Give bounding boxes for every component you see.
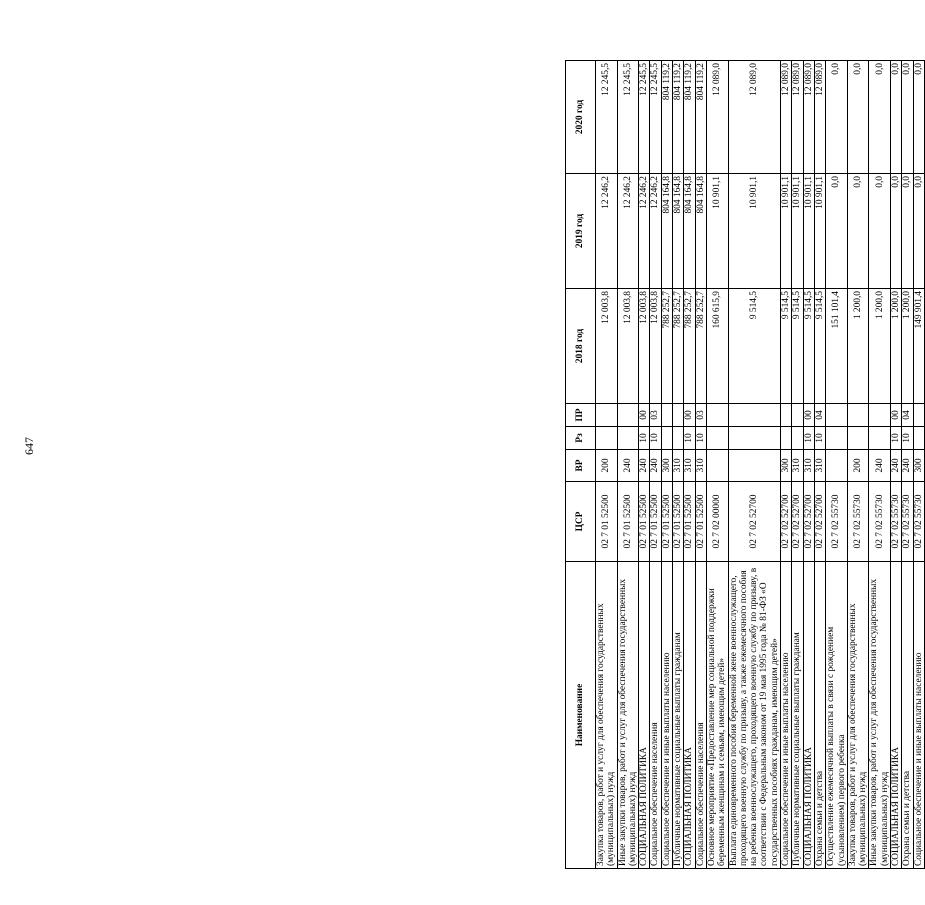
cell-name: Иные закупки товаров, работ и услуг для обеспечения государственных (муниципальных) нужд (617, 562, 639, 869)
cell-2020: 0,0 (913, 61, 924, 174)
cell-2020: 12 089,0 (728, 61, 780, 174)
cell-2020: 12 089,0 (803, 61, 814, 174)
cell-2018: 788 252,7 (661, 289, 672, 404)
cell-2019: 10 901,1 (728, 174, 780, 289)
table-row (650, 61, 661, 869)
cell-name: Публичные нормативные социальные выплаты гражданам (673, 562, 684, 869)
cell-2019: 804 164,8 (695, 174, 706, 289)
cell-pr (792, 404, 803, 427)
cell-rz (869, 427, 891, 450)
cell-pr (869, 404, 891, 427)
cell-2020: 12 245,5 (617, 61, 639, 174)
cell-2020: 804 119,2 (673, 61, 684, 174)
cell-rz (792, 427, 803, 450)
table-row (728, 61, 780, 869)
cell-2018: 9 514,5 (803, 289, 814, 404)
table-row (661, 61, 672, 869)
table-row (695, 61, 706, 869)
cell-2019: 12 246,2 (650, 174, 661, 289)
cell-pr: 00 (891, 404, 902, 427)
cell-2020: 0,0 (902, 61, 913, 174)
cell-rz (596, 427, 618, 450)
cell-name: Социальное обеспечение и иные выплаты населению (913, 562, 924, 869)
cell-csr: 02 7 02 55730 (847, 482, 869, 562)
table-row (803, 61, 814, 869)
cell-name: Иные закупки товаров, работ и услуг для обеспечения государственных (муниципальных) нужд (869, 562, 891, 869)
cell-name: СОЦИАЛЬНАЯ ПОЛИТИКА (639, 562, 650, 869)
cell-vr: 240 (869, 450, 891, 482)
cell-2018: 9 514,5 (781, 289, 792, 404)
cell-csr: 02 7 02 52700 (792, 482, 803, 562)
cell-vr: 200 (596, 450, 618, 482)
cell-vr: 240 (639, 450, 650, 482)
cell-vr: 300 (781, 450, 792, 482)
header-name: Наименование (566, 562, 596, 869)
cell-2019: 0,0 (913, 174, 924, 289)
cell-vr: 240 (902, 450, 913, 482)
cell-2020: 12 089,0 (781, 61, 792, 174)
table-row (673, 61, 684, 869)
cell-vr: 310 (695, 450, 706, 482)
cell-vr: 240 (617, 450, 639, 482)
cell-2020: 804 119,2 (684, 61, 695, 174)
table-row (617, 61, 639, 869)
cell-pr: 03 (650, 404, 661, 427)
table-row (792, 61, 803, 869)
cell-name: Социальное обеспечение и иные выплаты населению (661, 562, 672, 869)
cell-name: СОЦИАЛЬНАЯ ПОЛИТИКА (684, 562, 695, 869)
cell-name: Закупка товаров, работ и услуг для обеспечения государственных (муниципальных) нужд (596, 562, 618, 869)
cell-2018: 12 003,8 (596, 289, 618, 404)
cell-2019: 804 164,8 (661, 174, 672, 289)
cell-2020: 12 089,0 (814, 61, 825, 174)
cell-2019: 0,0 (891, 174, 902, 289)
cell-2019: 12 246,2 (617, 174, 639, 289)
cell-2018: 788 252,7 (673, 289, 684, 404)
cell-rz (617, 427, 639, 450)
table-row (639, 61, 650, 869)
cell-csr: 02 7 01 52500 (684, 482, 695, 562)
cell-2020: 0,0 (847, 61, 869, 174)
cell-vr (826, 450, 848, 482)
cell-2018: 9 514,5 (814, 289, 825, 404)
cell-pr (673, 404, 684, 427)
cell-rz: 10 (639, 427, 650, 450)
cell-vr: 240 (650, 450, 661, 482)
cell-rz: 10 (803, 427, 814, 450)
cell-2018: 9 514,5 (792, 289, 803, 404)
cell-2018: 151 101,4 (826, 289, 848, 404)
cell-2019: 12 246,2 (596, 174, 618, 289)
header-2020: 2020 год (566, 61, 596, 174)
cell-2020: 0,0 (891, 61, 902, 174)
table-row (826, 61, 848, 869)
cell-csr: 02 7 01 52500 (673, 482, 684, 562)
header-rz: Рз (566, 427, 596, 450)
table-row (891, 61, 902, 869)
cell-csr: 02 7 01 52500 (695, 482, 706, 562)
table-row (847, 61, 869, 869)
page-number: 647 (22, 437, 36, 455)
cell-vr: 310 (814, 450, 825, 482)
cell-pr (728, 404, 780, 427)
cell-csr: 02 7 02 52700 (781, 482, 792, 562)
cell-2020: 804 119,2 (661, 61, 672, 174)
cell-name: Социальное обеспечение и иные выплаты населению (781, 562, 792, 869)
table-row (902, 61, 913, 869)
cell-csr: 02 7 02 00000 (706, 482, 728, 562)
table-row (596, 61, 618, 869)
cell-name: Публичные нормативные социальные выплаты гражданам (792, 562, 803, 869)
cell-csr: 02 7 01 52500 (639, 482, 650, 562)
cell-pr (617, 404, 639, 427)
cell-pr (661, 404, 672, 427)
cell-vr: 310 (684, 450, 695, 482)
header-csr: ЦСР (566, 482, 596, 562)
cell-2019: 10 901,1 (792, 174, 803, 289)
cell-rz (728, 427, 780, 450)
cell-vr: 200 (847, 450, 869, 482)
cell-csr: 02 7 01 52500 (661, 482, 672, 562)
cell-csr: 02 7 02 52700 (814, 482, 825, 562)
cell-2019: 10 901,1 (706, 174, 728, 289)
cell-rz: 10 (650, 427, 661, 450)
cell-csr: 02 7 01 52500 (596, 482, 618, 562)
table-row (706, 61, 728, 869)
cell-2020: 12 089,0 (792, 61, 803, 174)
cell-rz (847, 427, 869, 450)
cell-2018: 1 200,0 (902, 289, 913, 404)
cell-vr: 310 (792, 450, 803, 482)
cell-csr: 02 7 01 52500 (650, 482, 661, 562)
cell-2018: 788 252,7 (695, 289, 706, 404)
cell-2018: 9 514,5 (728, 289, 780, 404)
cell-2019: 10 901,1 (803, 174, 814, 289)
cell-2020: 12 245,5 (596, 61, 618, 174)
cell-2018: 12 003,8 (650, 289, 661, 404)
cell-name: Социальное обеспечение населения (695, 562, 706, 869)
cell-2018: 12 003,8 (617, 289, 639, 404)
cell-vr: 310 (803, 450, 814, 482)
cell-pr (847, 404, 869, 427)
cell-name: Осуществление ежемесячной выплаты в связи с рождением (усыновлением) первого ребенка (826, 562, 848, 869)
cell-2019: 10 901,1 (814, 174, 825, 289)
budget-table (565, 60, 925, 869)
cell-2020: 0,0 (826, 61, 848, 174)
cell-2018: 160 615,9 (706, 289, 728, 404)
cell-2020: 12 089,0 (706, 61, 728, 174)
cell-name: СОЦИАЛЬНАЯ ПОЛИТИКА (891, 562, 902, 869)
cell-rz: 10 (684, 427, 695, 450)
cell-2019: 804 164,8 (673, 174, 684, 289)
cell-pr: 00 (803, 404, 814, 427)
cell-pr: 03 (695, 404, 706, 427)
cell-csr: 02 7 02 52700 (728, 482, 780, 562)
cell-2019: 0,0 (869, 174, 891, 289)
cell-csr: 02 7 02 55730 (891, 482, 902, 562)
header-pr: ПР (566, 404, 596, 427)
cell-vr: 300 (913, 450, 924, 482)
cell-rz (706, 427, 728, 450)
cell-2018: 12 003,8 (639, 289, 650, 404)
cell-rz (781, 427, 792, 450)
cell-rz (661, 427, 672, 450)
cell-pr (706, 404, 728, 427)
cell-csr: 02 7 02 55730 (902, 482, 913, 562)
cell-rz: 10 (891, 427, 902, 450)
cell-2020: 12 245,5 (639, 61, 650, 174)
cell-vr (706, 450, 728, 482)
table-body (596, 61, 925, 869)
cell-rz: 10 (814, 427, 825, 450)
cell-pr: 00 (639, 404, 650, 427)
cell-2019: 12 246,2 (639, 174, 650, 289)
cell-2020: 12 245,5 (650, 61, 661, 174)
table-row (814, 61, 825, 869)
cell-name: Социальное обеспечение населения (650, 562, 661, 869)
table-row (684, 61, 695, 869)
cell-2019: 0,0 (847, 174, 869, 289)
cell-pr (596, 404, 618, 427)
cell-2018: 149 901,4 (913, 289, 924, 404)
cell-2020: 0,0 (869, 61, 891, 174)
cell-2019: 804 164,8 (684, 174, 695, 289)
table-row (869, 61, 891, 869)
header-2019: 2019 год (566, 174, 596, 289)
cell-2018: 1 200,0 (891, 289, 902, 404)
cell-name: Основное мероприятие «Предоставление мер социальной поддержки беременным женщинам и семьям, имеющим детей» (706, 562, 728, 869)
cell-rz: 10 (902, 427, 913, 450)
cell-rz (913, 427, 924, 450)
cell-pr: 04 (814, 404, 825, 427)
cell-name: СОЦИАЛЬНАЯ ПОЛИТИКА (803, 562, 814, 869)
table-row (913, 61, 924, 869)
cell-name: Выплата единовременного пособия беременной жене военнослужащего, проходящего военную службу по призыву, а также ежемесячного пособия на ребенка военнослужащего, проходящего военную службу по призыву, в соответствии с Федеральным законом от 19 мая 1995 года № 81-ФЗ «О государственных пособиях гражданам, имеющим детей» (728, 562, 780, 869)
cell-pr (913, 404, 924, 427)
cell-2019: 0,0 (826, 174, 848, 289)
table-header-row (566, 61, 596, 869)
cell-vr: 240 (891, 450, 902, 482)
cell-csr: 02 7 02 52700 (803, 482, 814, 562)
cell-pr (826, 404, 848, 427)
cell-vr (728, 450, 780, 482)
cell-csr: 02 7 01 52500 (617, 482, 639, 562)
cell-2018: 1 200,0 (869, 289, 891, 404)
cell-2019: 0,0 (902, 174, 913, 289)
cell-pr: 04 (902, 404, 913, 427)
cell-name: Охрана семьи и детства (814, 562, 825, 869)
table-row (781, 61, 792, 869)
cell-rz (826, 427, 848, 450)
cell-2019: 10 901,1 (781, 174, 792, 289)
cell-2018: 1 200,0 (847, 289, 869, 404)
cell-2018: 788 252,7 (684, 289, 695, 404)
cell-rz (673, 427, 684, 450)
cell-pr: 00 (684, 404, 695, 427)
cell-name: Охрана семьи и детства (902, 562, 913, 869)
cell-rz: 10 (695, 427, 706, 450)
header-vr: ВР (566, 450, 596, 482)
cell-pr (781, 404, 792, 427)
cell-csr: 02 7 02 55730 (826, 482, 848, 562)
rotated-table-container (565, 60, 925, 869)
cell-csr: 02 7 02 55730 (913, 482, 924, 562)
cell-vr: 300 (661, 450, 672, 482)
cell-vr: 310 (673, 450, 684, 482)
cell-2020: 804 119,2 (695, 61, 706, 174)
cell-csr: 02 7 02 55730 (869, 482, 891, 562)
header-2018: 2018 год (566, 289, 596, 404)
cell-name: Закупка товаров, работ и услуг для обеспечения государственных (муниципальных) нужд (847, 562, 869, 869)
